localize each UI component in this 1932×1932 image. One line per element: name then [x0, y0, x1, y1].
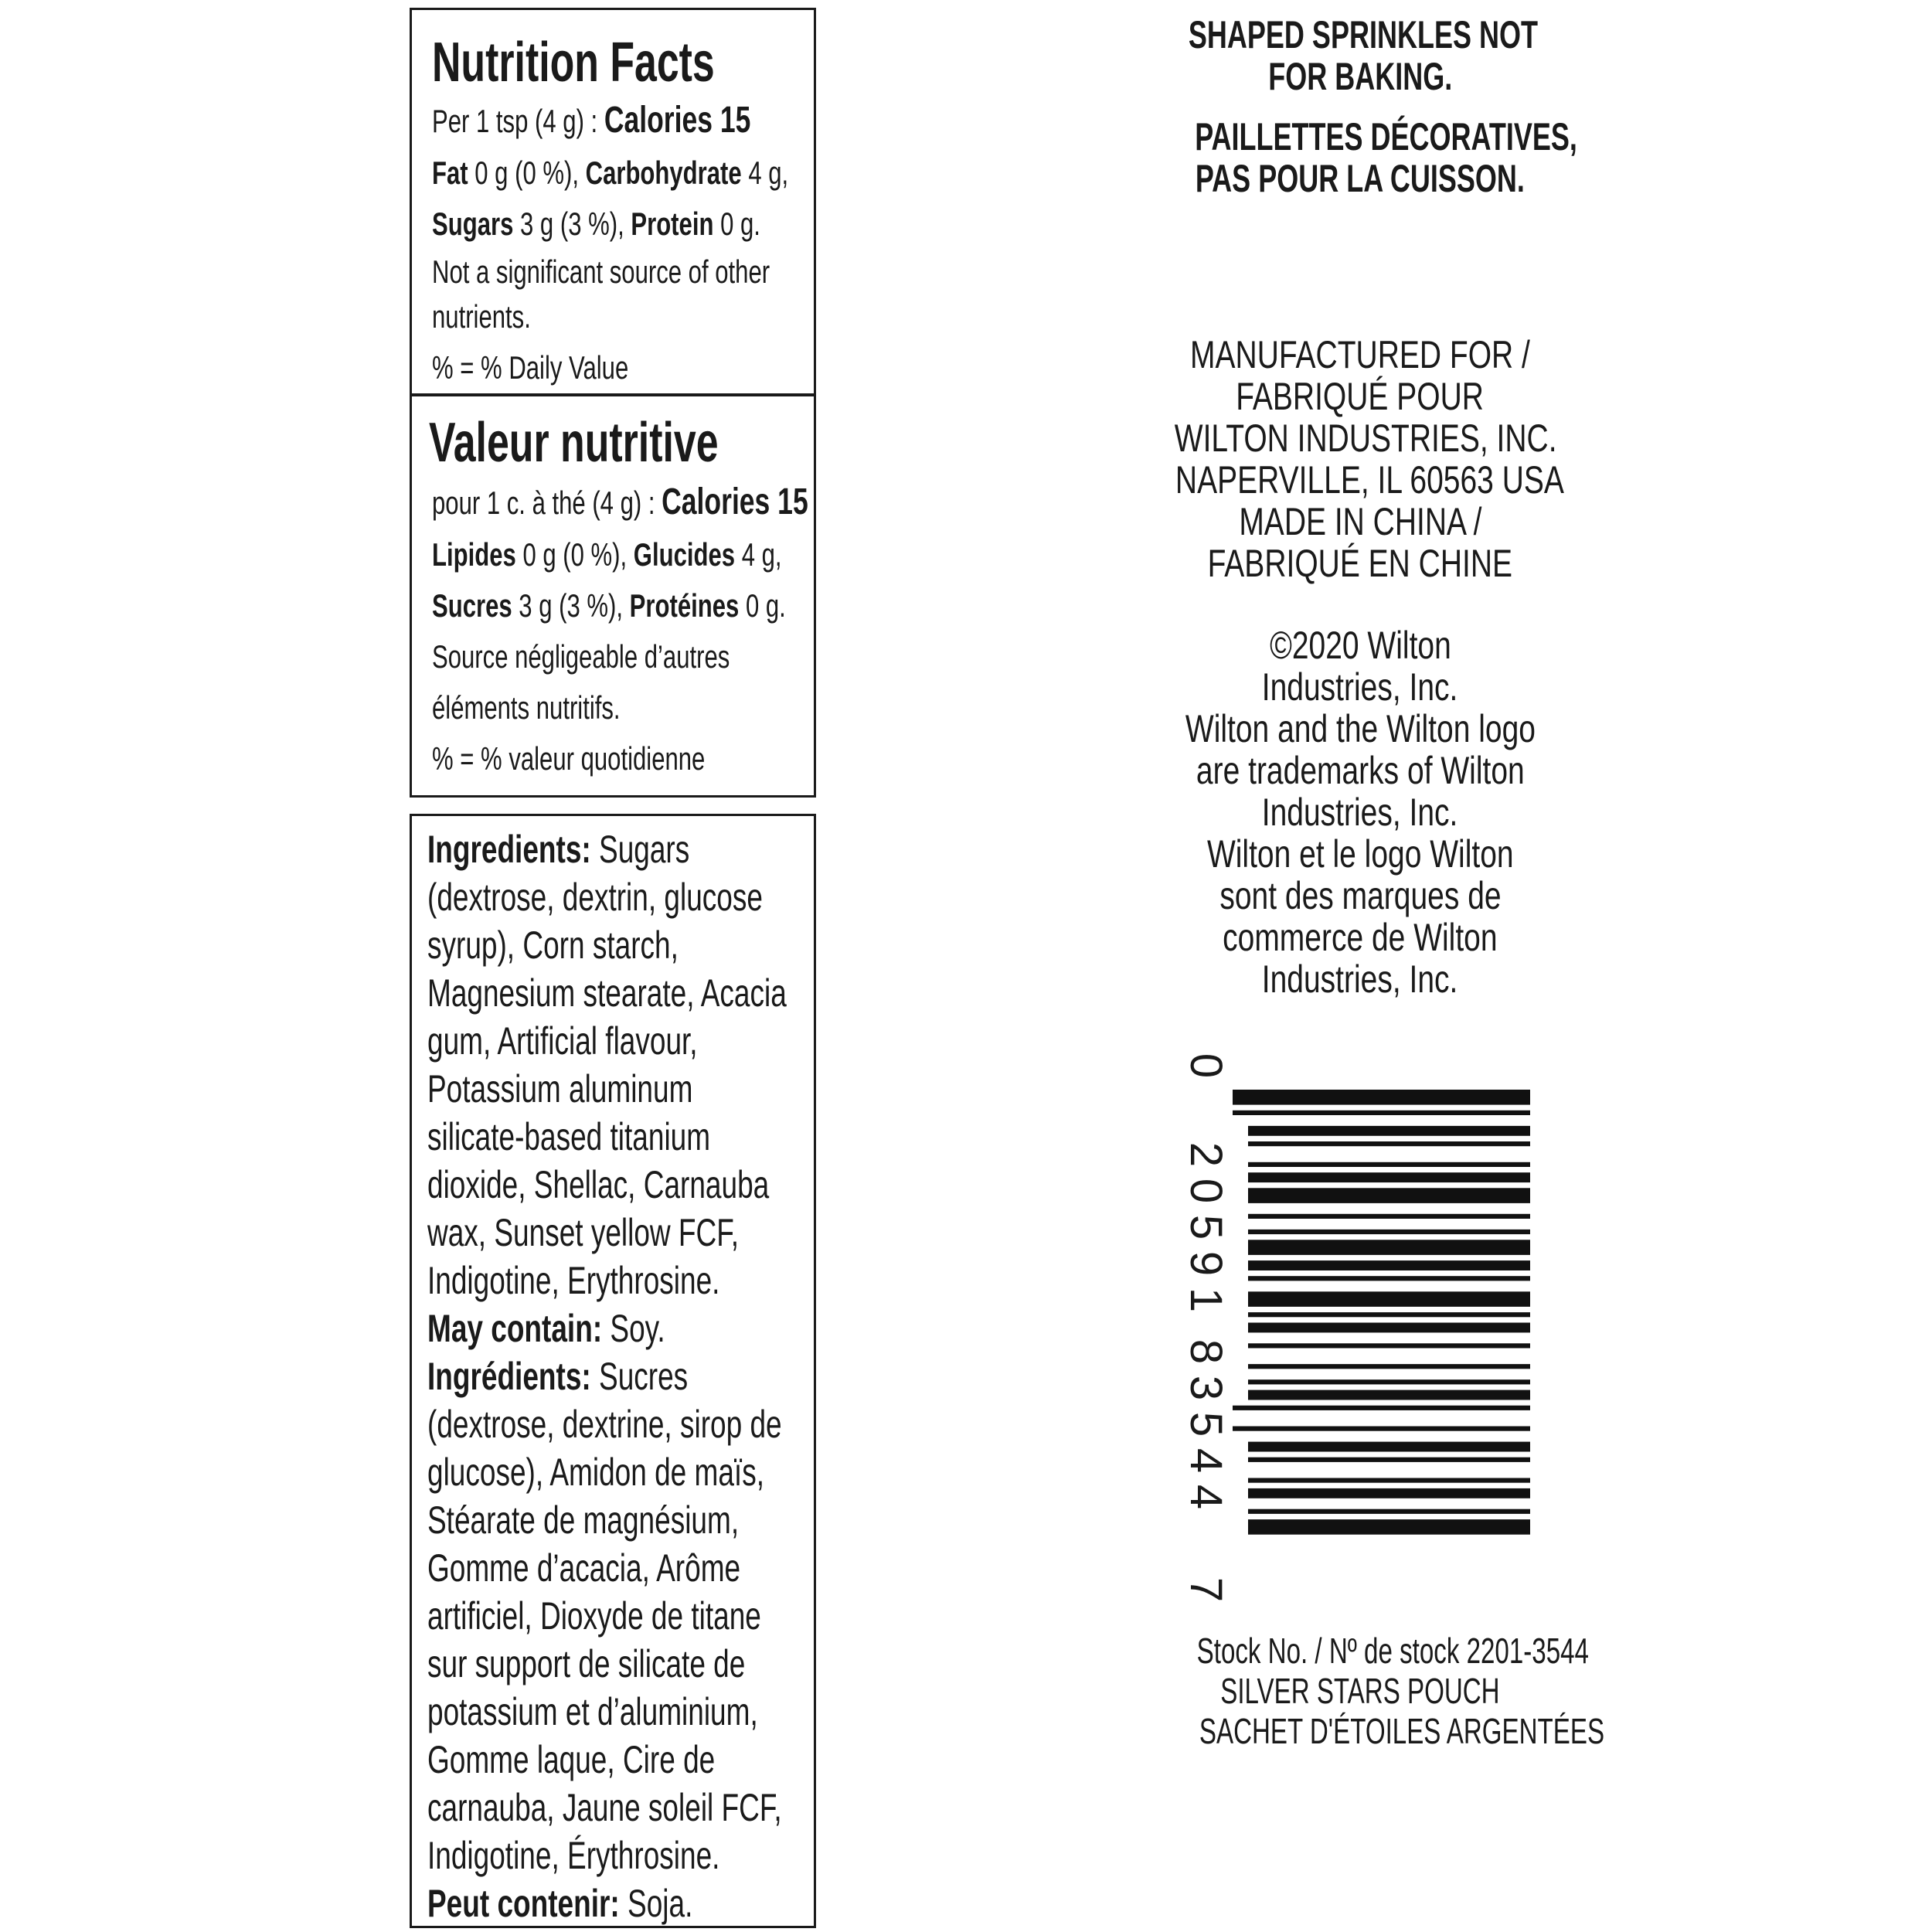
portion-line: pour 1 c. à thé (4 g) : Calories 15: [432, 481, 808, 522]
calories-fr: Calories 15: [662, 481, 808, 522]
barcode-digit: 9: [1181, 1250, 1231, 1277]
barcode-bar: [1248, 1364, 1530, 1369]
barcode-bar: [1233, 1090, 1530, 1105]
barcode-digit: 1: [1181, 1287, 1231, 1313]
barcode-bars: [1190, 1043, 1530, 1623]
barcode-bar: [1233, 1406, 1530, 1410]
valeur-nutritive-title: Valeur nutritive: [429, 412, 719, 474]
barcode-bar: [1248, 1276, 1530, 1281]
fat-carb-line: Fat 0 g (0 %), Carbohydrate 4 g,: [432, 155, 789, 191]
barcode-bar: [1248, 1291, 1530, 1307]
copyright-line: Industries, Inc.: [1262, 791, 1458, 834]
barcode-bar: [1233, 1111, 1530, 1115]
warning-en-line: SHAPED SPRINKLES NOT: [1188, 13, 1538, 56]
barcode-lead-digit: 0: [1181, 1053, 1231, 1079]
barcode-bar: [1248, 1162, 1530, 1167]
calories: Calories 15: [604, 100, 751, 141]
ingredients-en-line: Potassium aluminum: [427, 1067, 693, 1111]
copyright-line: ©2020 Wilton: [1269, 624, 1451, 667]
barcode-digit: 5: [1181, 1411, 1231, 1437]
manufacturer-line: WILTON INDUSTRIES, INC.: [1174, 417, 1557, 460]
ingredients-en-line: dioxide, Shellac, Carnauba: [427, 1163, 770, 1206]
barcode-bar: [1248, 1509, 1530, 1514]
barcode-digit: 0: [1181, 1178, 1231, 1204]
barcode-bar: [1248, 1323, 1530, 1333]
ingredients-en-line: Indigotine, Erythrosine.: [427, 1259, 720, 1302]
barcode-bar: [1233, 1427, 1530, 1431]
nutrition-facts-title: Nutrition Facts: [432, 32, 715, 94]
copyright-line: Industries, Inc.: [1262, 957, 1458, 1001]
note-line-2: nutrients.: [432, 298, 531, 335]
manufacturer-line: FABRIQUÉ EN CHINE: [1207, 542, 1513, 585]
may-contain-en: May contain: Soy.: [427, 1307, 665, 1350]
manufacturer-line: FABRIQUÉ POUR: [1236, 375, 1485, 418]
barcode-bar: [1248, 1343, 1530, 1348]
ingredients-fr-line: artificiel, Dioxyde de titane: [427, 1594, 761, 1638]
barcode-check-digit: 7: [1181, 1577, 1231, 1603]
valeur-quotidienne-note: % = % valeur quotidienne: [432, 740, 706, 777]
ingredients-en-line: Ingredients: Sugars: [427, 828, 690, 871]
barcode-bar: [1248, 1172, 1530, 1182]
barcode-digit: 4: [1181, 1484, 1231, 1510]
barcode-bar: [1248, 1260, 1530, 1270]
barcode-bar: [1248, 1230, 1530, 1234]
manufacturer-line: MANUFACTURED FOR /: [1190, 333, 1530, 376]
manufacturer-line: MADE IN CHINA /: [1238, 500, 1482, 543]
barcode-bar: [1248, 1488, 1530, 1498]
barcode-bar: [1248, 1141, 1530, 1146]
ingredients-panel: [410, 814, 816, 1928]
ingredients-fr-line: Gomme d’acacia, Arôme: [427, 1546, 741, 1590]
warning-fr-line: PAILLETTES DÉCORATIVES,: [1195, 115, 1577, 158]
ingredients-en-line: Magnesium stearate, Acacia: [427, 971, 787, 1015]
manufacturer-block: [1121, 334, 1600, 584]
barcode-bar: [1248, 1458, 1530, 1462]
ingredients-en-line: silicate-based titanium: [427, 1115, 711, 1158]
barcode-bar: [1248, 1214, 1530, 1219]
barcode-digit: 3: [1181, 1375, 1231, 1401]
copyright-line: are trademarks of Wilton: [1196, 749, 1525, 792]
barcode-digit: 4: [1181, 1447, 1231, 1474]
ingredients-fr-line: Ingrédients: Sucres: [427, 1355, 689, 1398]
barcode-bar: [1248, 1240, 1530, 1255]
barcode-digit: 2: [1181, 1141, 1231, 1168]
note-line-1: Not a significant source of other: [432, 253, 770, 290]
ingredients-fr-line: Gomme laque, Cire de: [427, 1738, 716, 1781]
baking-warning: [1121, 14, 1600, 199]
ingredients-fr-line: glucose), Amidon de maïs,: [427, 1451, 764, 1494]
nutrition-facts-panel: [410, 8, 816, 396]
ingredients-fr-line: Indigotine, Érythrosine.: [427, 1834, 720, 1877]
product-name-en: SILVER STARS POUCH: [1220, 1671, 1500, 1711]
barcode-bar: [1248, 1442, 1530, 1452]
barcode-digit: 8: [1181, 1338, 1231, 1365]
barcode-bar: [1248, 1379, 1530, 1384]
copyright-line: Wilton et le logo Wilton: [1206, 832, 1514, 876]
ingredients-fr-line: Stéarate de magnésium,: [427, 1498, 740, 1542]
manufacturer-line: NAPERVILLE, IL 60563 USA: [1175, 458, 1564, 502]
barcode-bar: [1248, 1126, 1530, 1136]
ingredients-fr-line: sur support de silicate de: [427, 1642, 746, 1685]
ingredients-en-line: syrup), Corn starch,: [427, 923, 679, 967]
ingredients-en-line: (dextrose, dextrin, glucose: [427, 876, 763, 919]
may-contain-fr: Peut contenir: Soja.: [427, 1882, 693, 1925]
copyright-block: [1121, 624, 1600, 1000]
ingredients-en-line: wax, Sunset yellow FCF,: [427, 1211, 740, 1254]
valeur-nutritive-panel: [410, 394, 816, 798]
upc-barcode: [1181, 1043, 1530, 1623]
product-name-fr: SACHET D'ÉTOILES ARGENTÉES: [1199, 1711, 1605, 1751]
barcode-digit: 5: [1181, 1214, 1231, 1240]
sugars-protein-line: Sugars 3 g (3 %), Protein 0 g.: [432, 206, 760, 242]
copyright-line: sont des marques de: [1219, 874, 1502, 917]
barcode-bar: [1248, 1519, 1530, 1535]
stock-block: [1121, 1631, 1605, 1751]
ingredients-fr-line: (dextrose, dextrine, sirop de: [427, 1403, 782, 1446]
warning-fr-line: PAS POUR LA CUISSON.: [1195, 157, 1526, 200]
copyright-line: Industries, Inc.: [1262, 665, 1458, 709]
barcode-bar: [1248, 1188, 1530, 1203]
barcode-bar: [1248, 1390, 1530, 1400]
ingredients-fr-line: potassium et d’aluminium,: [427, 1690, 758, 1733]
ingredients-fr-line: carnauba, Jaune soleil FCF,: [427, 1786, 782, 1829]
serving-line: Per 1 tsp (4 g) : Calories 15: [432, 100, 751, 141]
sucres-proteines-line: Sucres 3 g (3 %), Protéines 0 g.: [432, 587, 786, 624]
stock-number: Stock No. / Nº de stock 2201-3544: [1196, 1631, 1589, 1671]
barcode-bar: [1248, 1312, 1530, 1317]
copyright-line: commerce de Wilton: [1223, 916, 1498, 959]
daily-value-note: % = % Daily Value: [432, 349, 629, 386]
lipides-glucides-line: Lipides 0 g (0 %), Glucides 4 g,: [432, 536, 782, 573]
ingredients-en-line: gum, Artificial flavour,: [427, 1019, 698, 1063]
barcode-bar: [1248, 1478, 1530, 1483]
note-fr-line-1: Source négligeable d’autres: [432, 638, 730, 675]
note-fr-line-2: éléments nutritifs.: [432, 689, 621, 726]
warning-en-line: FOR BAKING.: [1267, 55, 1452, 98]
copyright-line: Wilton and the Wilton logo: [1185, 707, 1536, 750]
